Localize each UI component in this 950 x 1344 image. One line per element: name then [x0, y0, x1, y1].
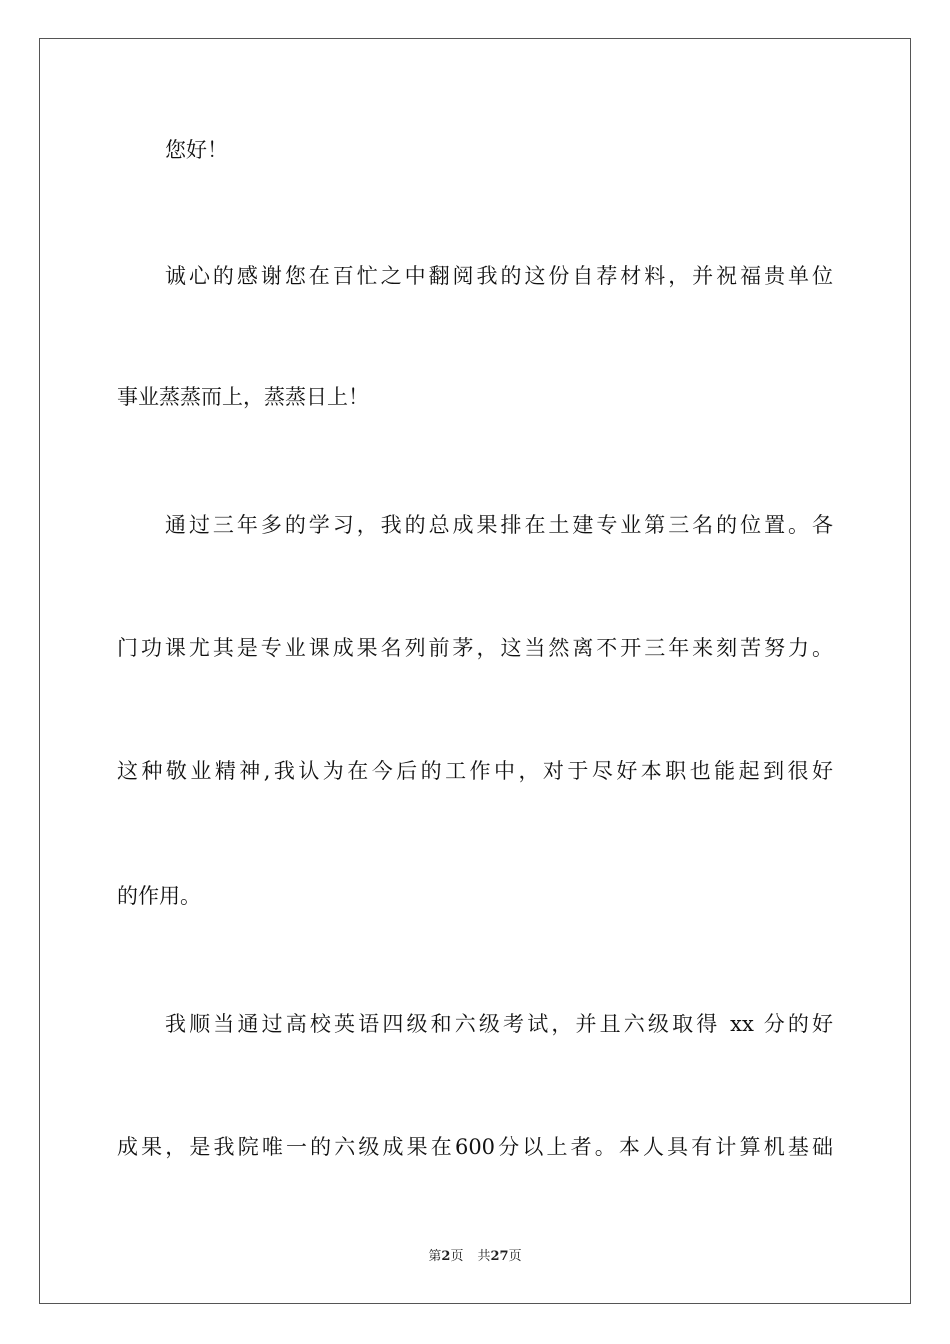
footer-page-prefix: 第	[428, 1249, 442, 1264]
body-line-1: 诚心的感谢您在百忙之中翻阅我的这份自荐材料，并祝福贵单位	[165, 264, 833, 288]
footer-page-suffix: 页	[450, 1249, 464, 1264]
body-line-7: 我顺当通过高校英语四级和六级考试，并且六级取得 xx 分的好	[165, 1012, 833, 1036]
page-footer	[0, 1248, 950, 1266]
body-line-4: 门功课尤其是专业课成果名列前茅，这当然离不开三年来刻苦努力。	[117, 636, 833, 660]
body-line-2: 事业蒸蒸而上，蒸蒸日上！	[117, 385, 369, 409]
body-line-6: 的作用。	[117, 884, 201, 908]
body-line-8: 成果，是我院唯一的六级成果在600分以上者。本人具有计算机基础	[117, 1135, 833, 1159]
footer-page-number: 2	[441, 1249, 451, 1264]
body-line-5: 这种敬业精神,我认为在今后的工作中，对于尽好本职也能起到很好	[117, 759, 833, 783]
body-line-3: 通过三年多的学习，我的总成果排在土建专业第三名的位置。各	[165, 513, 833, 537]
greeting-line: 您好！	[165, 138, 228, 162]
footer-total-prefix: 共	[477, 1249, 491, 1264]
page-frame	[39, 38, 911, 1304]
footer-total-suffix: 页	[508, 1249, 522, 1264]
footer-total-pages: 27	[490, 1249, 509, 1264]
